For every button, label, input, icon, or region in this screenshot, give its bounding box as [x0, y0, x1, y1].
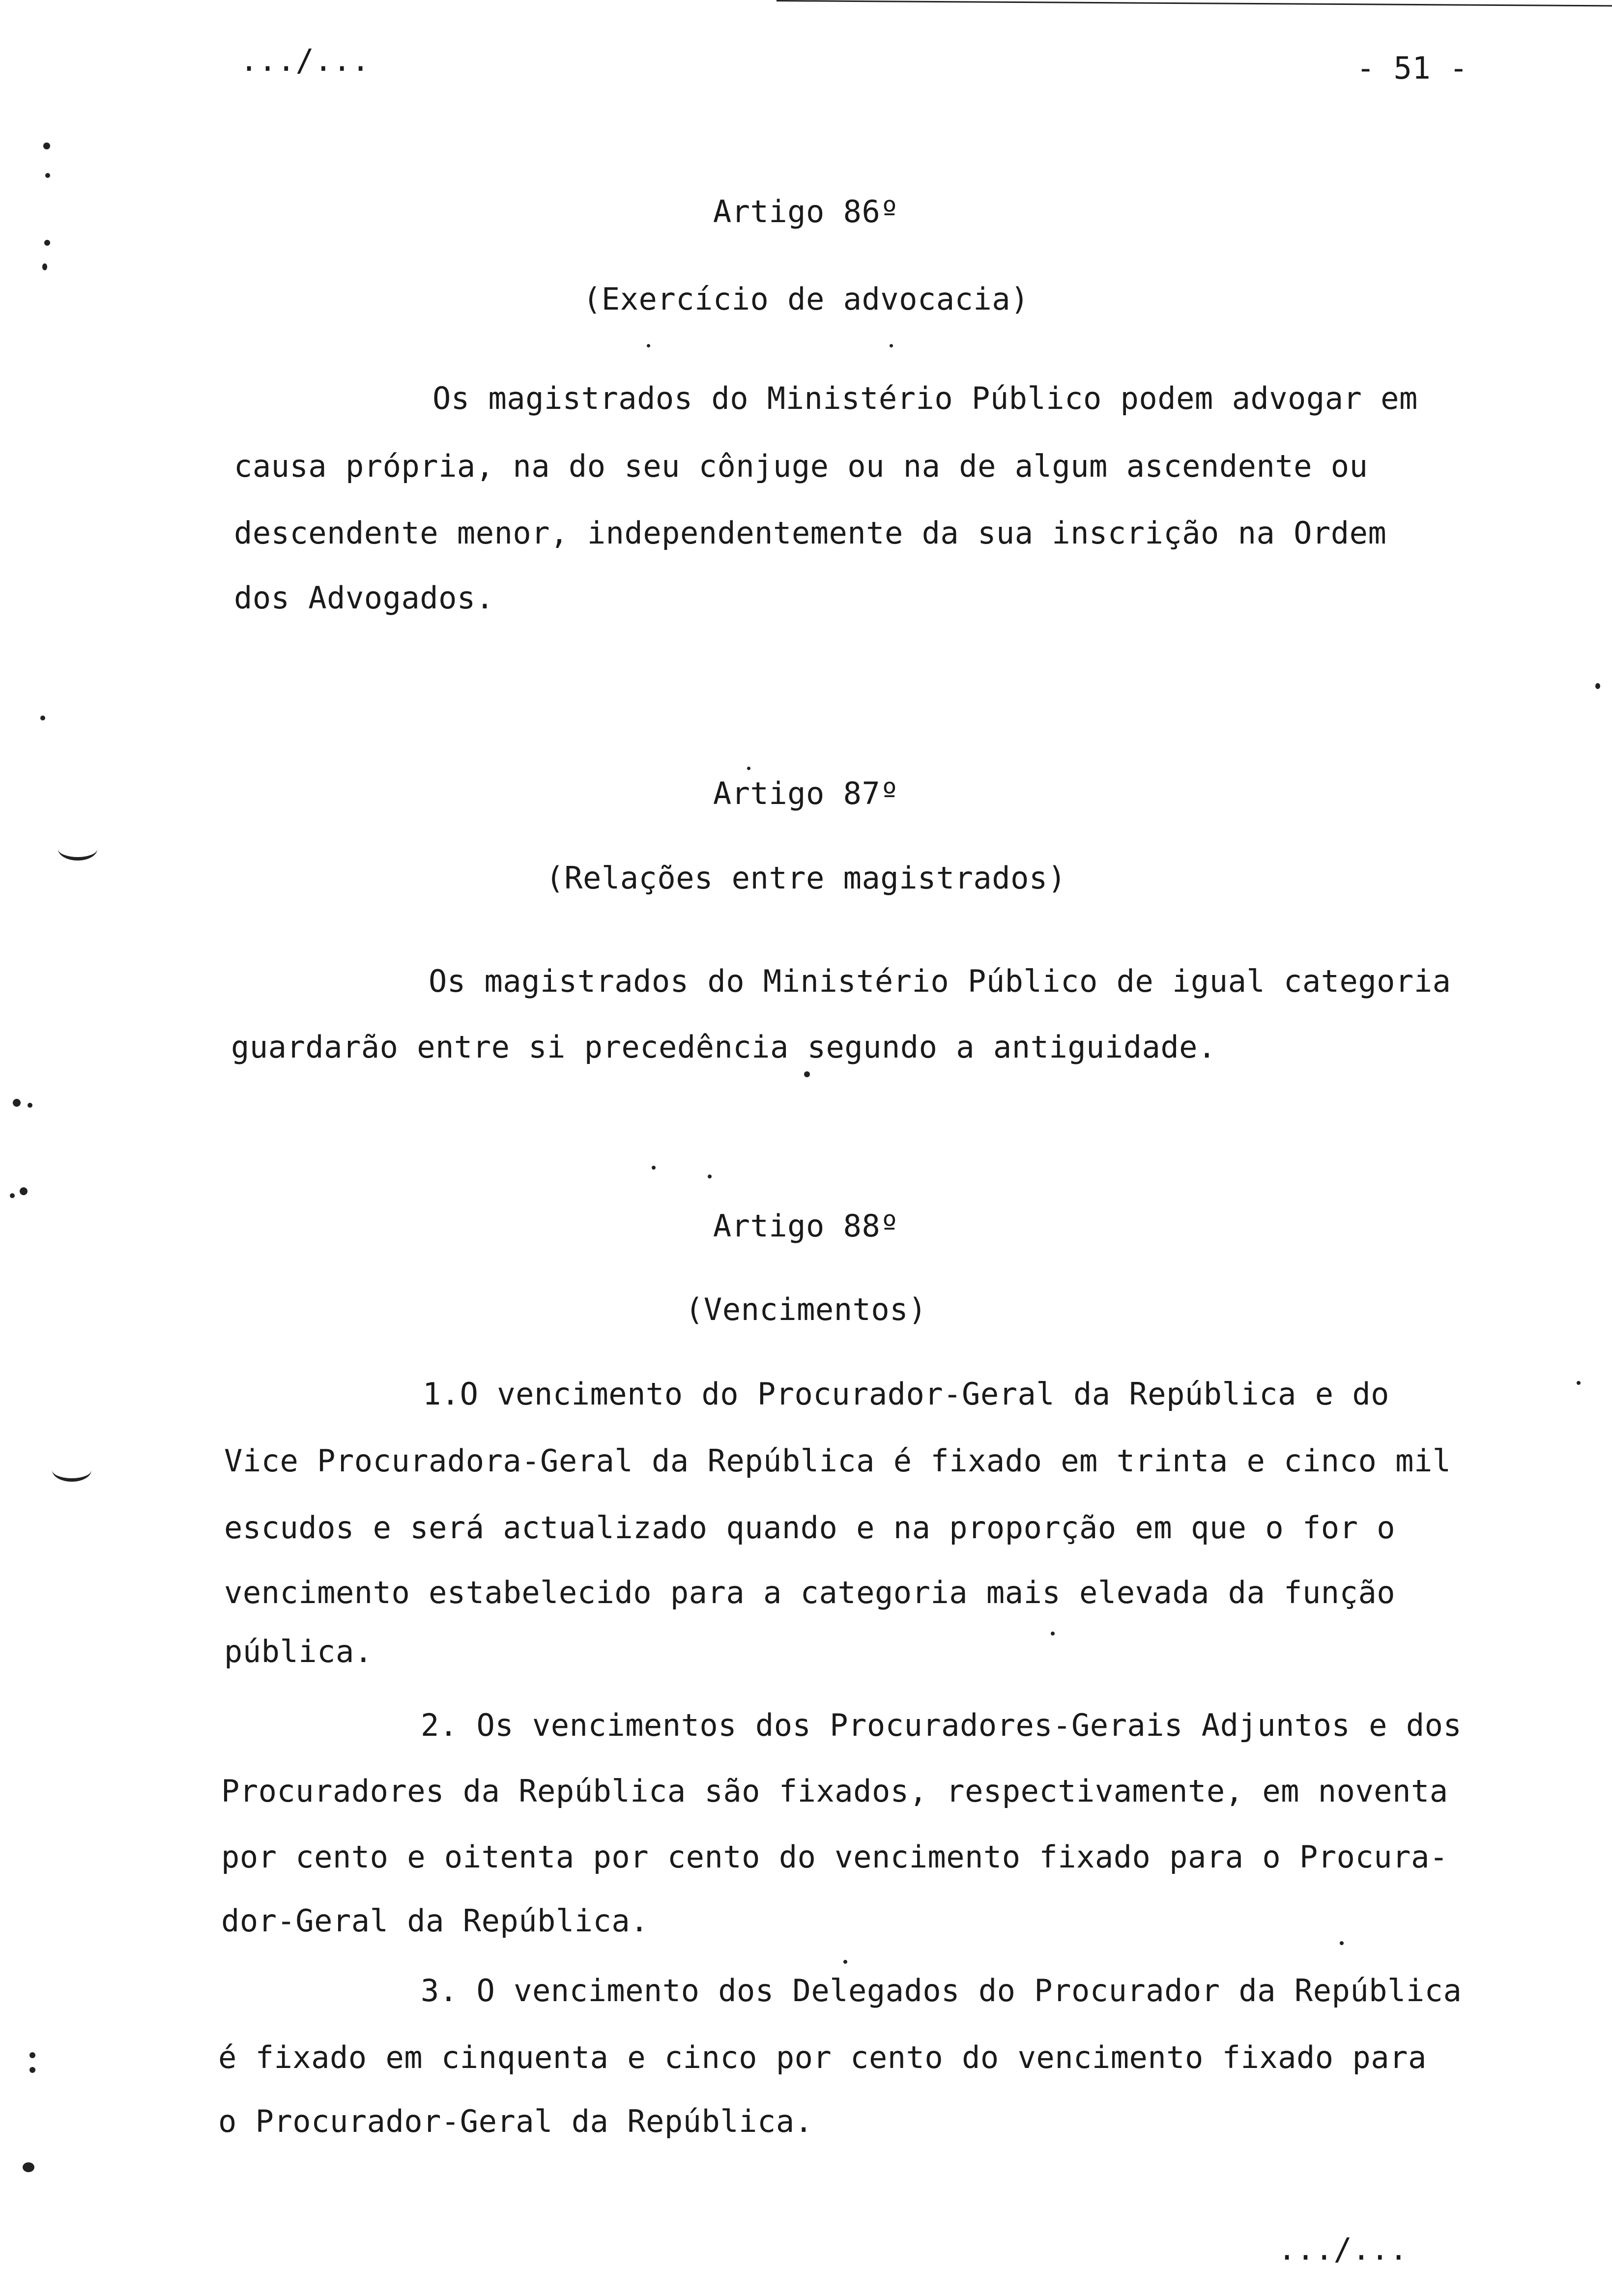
article-86-line-1: Os magistrados do Ministério Público podem advogar em — [432, 380, 1418, 416]
scan-speck — [747, 767, 750, 770]
article-88-line-7: Procuradores da República são fixados, respectivamente, em noventa — [221, 1773, 1448, 1809]
scan-speck — [29, 2052, 35, 2058]
article-86-line-4: dos Advogados. — [234, 580, 494, 616]
article-87-heading: Artigo 87º — [713, 775, 899, 811]
article-87-line-1: Os magistrados do Ministério Público de igual categoria — [429, 963, 1451, 999]
article-88-line-5: pública. — [224, 1634, 373, 1669]
scan-speck — [843, 1960, 847, 1964]
article-88-line-2: Vice Procuradora-Geral da República é fixado em trinta e cinco mil — [224, 1443, 1451, 1479]
scan-speck — [23, 2162, 34, 2172]
scan-speck — [1595, 683, 1600, 689]
scan-speck — [29, 2067, 35, 2073]
scan-speck — [647, 344, 650, 347]
article-88-line-4: vencimento estabelecido para a categoria mais elevada da função — [224, 1575, 1396, 1610]
article-88-line-10: 3. O vencimento dos Delegados do Procurador da República — [421, 1973, 1462, 2009]
scan-speck — [652, 1166, 656, 1170]
article-88-line-6: 2. Os vencimentos dos Procuradores-Gerais Adjuntos e dos — [421, 1707, 1462, 1743]
scan-speck — [13, 1099, 21, 1107]
article-88-line-11: é fixado em cinquenta e cinco por cento do vencimento fixado para — [218, 2039, 1427, 2075]
scan-speck — [804, 1071, 810, 1077]
article-86-line-2: causa própria, na do seu cônjuge ou na de algum ascendente ou — [234, 448, 1368, 484]
scan-speck — [43, 143, 50, 149]
scan-speck — [45, 173, 50, 178]
scan-speck — [28, 1103, 32, 1108]
article-86-heading: Artigo 86º — [713, 194, 899, 230]
scan-speck — [42, 263, 47, 270]
article-87-line-2: guardarão entre si precedência segundo a antiguidade. — [231, 1029, 1216, 1065]
margin-arc-mark — [58, 837, 97, 861]
article-88-line-12: o Procurador-Geral da República. — [218, 2103, 813, 2139]
scan-speck — [44, 240, 50, 246]
article-87-subtitle: (Relações entre magistrados) — [546, 860, 1066, 896]
margin-arc-mark — [52, 1459, 91, 1482]
article-88-line-9: dor-Geral da República. — [221, 1903, 649, 1939]
article-86-line-3: descendente menor, independentemente da sua inscrição na Ordem — [234, 515, 1387, 551]
page-number: - 51 - — [1356, 50, 1468, 86]
scan-speck — [890, 344, 893, 347]
header-continuation: .../... — [240, 42, 370, 78]
scan-speck — [1577, 1381, 1581, 1385]
scan-speck — [40, 716, 45, 720]
article-88-line-8: por cento e oitenta por cento do vencimento fixado para o Procura- — [221, 1839, 1448, 1875]
scan-speck — [20, 1187, 28, 1195]
scan-speck — [1051, 1632, 1055, 1636]
article-88-line-1: 1.O vencimento do Procurador-Geral da República e do — [423, 1376, 1390, 1412]
scan-speck — [1340, 1941, 1344, 1945]
footer-continuation: .../... — [1278, 2231, 1408, 2267]
scan-speck — [708, 1175, 712, 1178]
top-rule — [777, 0, 1612, 6]
scan-speck — [10, 1193, 15, 1198]
article-88-heading: Artigo 88º — [713, 1208, 899, 1244]
article-86-subtitle: (Exercício de advocacia) — [583, 281, 1029, 317]
article-88-line-3: escudos e será actualizado quando e na proporção em que o for o — [224, 1510, 1396, 1546]
article-88-subtitle: (Vencimentos) — [685, 1292, 927, 1327]
